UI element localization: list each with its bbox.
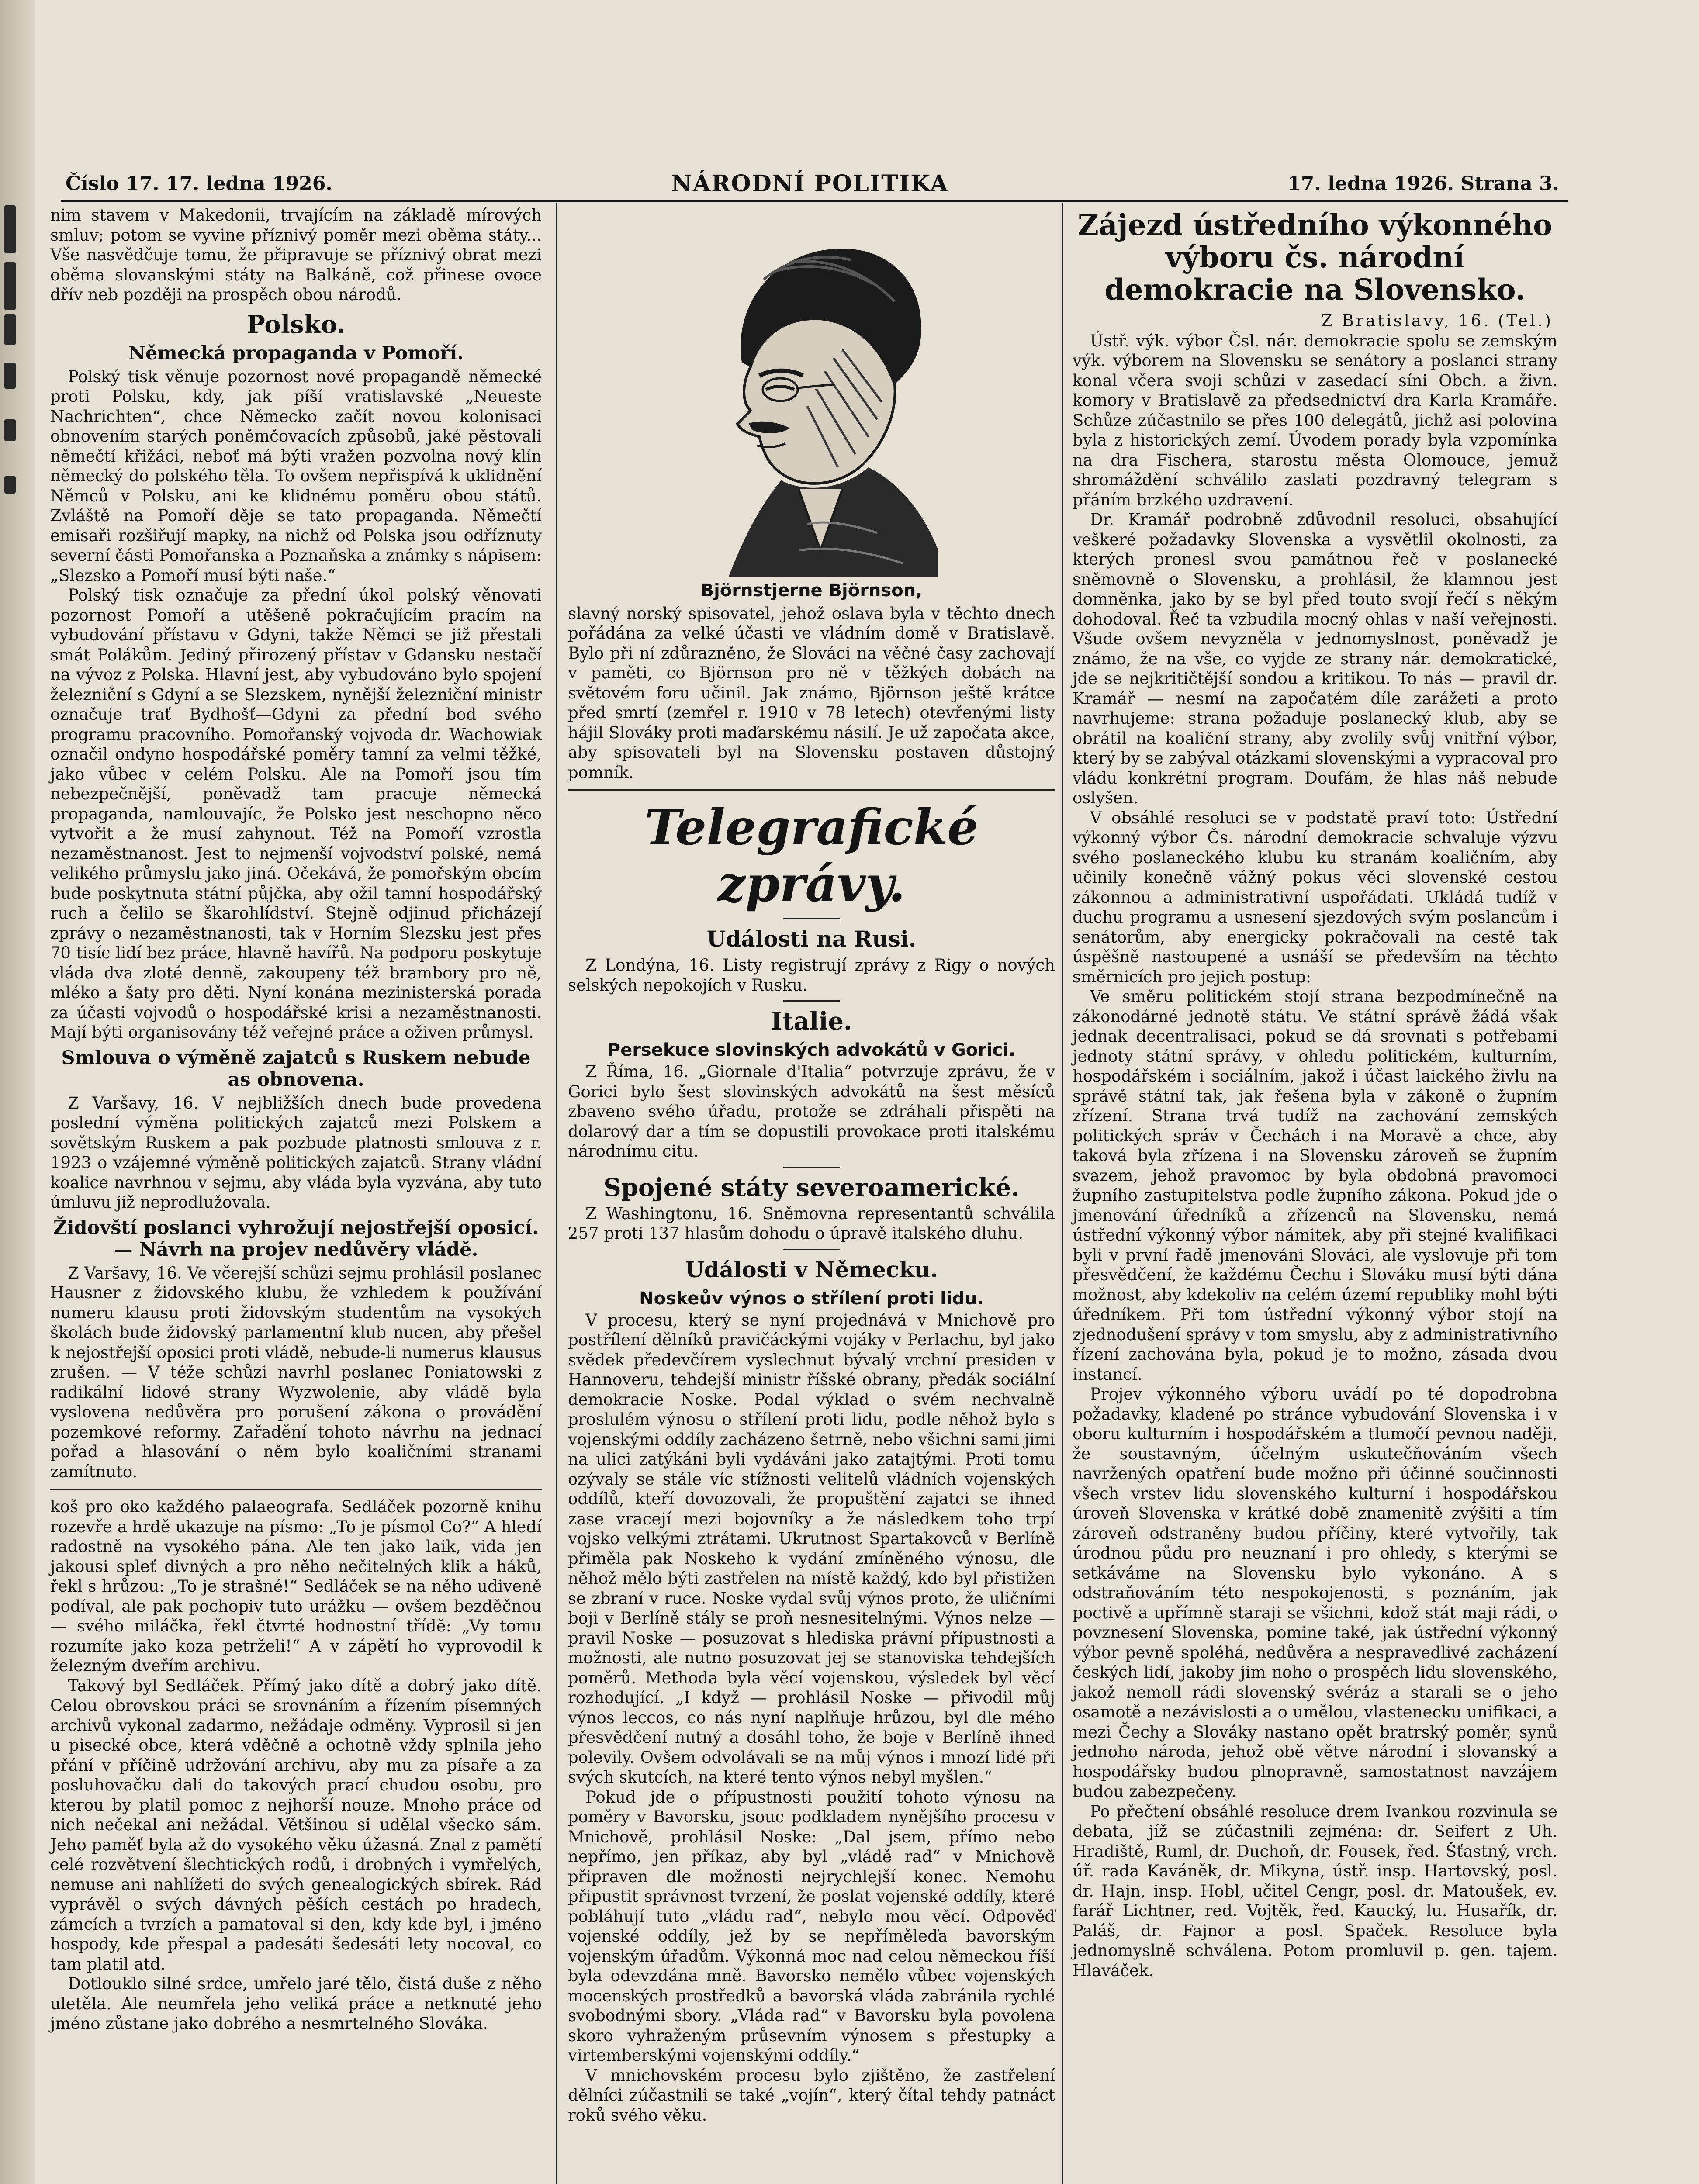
paragraph: V procesu, který se nyní projednává v Mnichově pro postřílení dělníků pravičáckými vojáky v Perlachu, byl jako svědek předevčírem vyslechnut bývalý vrchní presiden v Hannoveru, tehdejší ministr říšské obrany, předák sociální demokracie Noske. Podal výklad o svém nechvalně proslulém výnosu o střílení proti lidu, podle něhož bylo s vojenskými oddíly zacházeno šetrně, nebo všichni sami jimi na ulici zatýkáni byli vydáváni jako zatajtými. Proti tomu ozývaly se stále víc stížnosti velitelů vládních vojenských oddílů, kteří dovozovali, že propuštění zajatci se ihned zase vracejí mezi bojovníky a že následkem toho trpí vojsko velkými ztrátami. Ukrutnost Spartakovců v Berlíně přiměla pak Noskeho k vydání zmíněného výnosu, dle něhož mělo býti zastřelen na místě každý, kdo byl přistižen se zbraní v ruce. Noske vydal svůj výnos proto, že uličními boji v Berlíně stály se proň nesnesitelnými. Výnos nelze — pravil Noske — posuzovat s hlediska právní přípustnosti a možnosti, ale nutno posuzovat jej se stanoviska tehdejších poměrů. Methoda byla věcí vojenskou, výsledek byl věcí rozhodující. „I když — prohlásil Noske — přivodil můj výnos leccos, co nás nyní naplňuje hrůzou, byl dle mého přesvědčení nutný a dosáhl toho, že boje v Berlíně ihned polevily. Ovšem odvolávali se na můj výnos i mnozí lidé při svých skutcích, na které tento výnos nebyl myšlen.“: [568, 1310, 1055, 1787]
article-headline: Německá propaganda v Pomoří.: [128, 342, 464, 364]
scan-left-edge: [0, 0, 35, 2184]
article-continuation: nim stavem v Makedonii, trvajícím na základě mírových smluv; potom se vyvine příznivý poměr mezi oběma státy... Vše nasvědčuje tomu, že připravuje se příznivý obrat mezi oběma slovanskými státy na Balkáně, což přinese ovoce dřív neb později na prospěch obou národů.: [50, 206, 542, 304]
paragraph: Polský tisk označuje za přední úkol polský věnovati pozornost Pomoří a utěšeně pokračujícím pracím na vybudování přístavu v Gdyni, takže Němci se již přestali smát Polákům. Jediný přirozený přístav v Gdansku nestačí na vývoz z Polska. Hlavní jest, aby vybudováno bylo spojení železniční s Gdyní a se Slezskem, nynější železniční ministr označuje trať Bydhošť—Gdyni za přední bod svého programu pracovního. Pomořanský vojvoda dr. Wachowiak označil ondyno hospodářské poměry tamní za velmi těžké, jako vůbec v celém Polsku. Ale na Pomoří jsou tím nebezpečnější, poněvadž tam pracuje německá propaganda, namlouvajíc, že Polsko jest neschopno něco vytvořit a že musí zahynout. Též na Pomoří vzrostla nezaměstnanost. Jest to nejmenší vojvodství polské, nemá velikého průmyslu jako jiná. Očekává, že pomořským obcím bude poskytnuta státní půjčka, aby ožil tamní hospodářský ruch a čelilo se škarohlídství. Stejně odjinud přicházejí zprávy o nezaměstnanosti, tak v Horním Slezsku jest přes 70 tisíc lidí bez práce, hlavně havířů. Na podporu poskytuje vláda dva zloté denně, zakoupeny též brambory pro ně, mléko a šaty pro děti. Nyní konána mezinisterská porada za účasti vojvodů o hospodářské krisi a nezaměstnanosti. Mají býti organisovány též veřejné práce a oživen průmysl.: [50, 586, 542, 1042]
column-1: [50, 205, 542, 2034]
column-divider: [556, 203, 557, 2184]
paragraph: V mnichovském procesu bylo zjištěno, že zastřelení dělníci zúčastnili se také „vojín“, který čítal tehdy patnáct roků svého věku.: [568, 2066, 1055, 2125]
page-header: [66, 168, 1559, 199]
article-subheadline: Noskeův výnos o střílení proti lidu.: [639, 1288, 984, 1309]
paragraph: Pokud jde o přípustnosti použití tohoto výnosu na poměry v Bavorsku, jsouc podkladem nynějšího procesu v Mnichově, prohlásil Noske: „Dal jsem, přímo nebo nepřímo, jen příkaz, aby byl „vládě rad“ v Mnichově připraven dle možnosti nejrychlejší konec. Nemohu připustit správnost tvrzení, že poslat vojenské oddíly, které pobláhují tuto „vládu rad“, nebylo mou věcí. Odpověď vojenské oddíly, jež by se nepříměleďa bavorským vojenským úřadům. Výkonná moc nad celou německou říší byla odevzdána mně. Bavorsko nemělo vůbec vojenských mocenských prostředků a bavorská vláda zabránila rychlé svobodnými sbory. „Vláda rad“ v Bavorsku byla povolena skoro vyhraženým průsevním výnosem s přestupky a virtemberskými vojenskými oddíly.“: [568, 1787, 1055, 2065]
section-rule: [568, 789, 1055, 791]
paragraph: V obsáhlé resoluci se v podstatě praví toto: Ústřední výkonný výbor Čs. národní demokracie schvaluje výzvu svého poslaneckého klubu ku stranám koaličním, aby učinily konečně vážný pokus věci slovenské cestou zákonnou a administrativní uspořádati. Ukládá tudíž v duchu programu a usnesení sjezdových svým poslancům i senátorům, aby energicky pokračovali na cestě tak úspěšně nastoupené a usnáší se především na těchto směrnicích pro jejich postup:: [1073, 808, 1557, 986]
header-rule: [61, 200, 1568, 202]
paragraph: Z Washingtonu, 16. Sněmovna representantů schválila 257 proti 137 hlasům dohodu o úpravě italského dluhu.: [568, 1204, 1055, 1243]
paragraph: Po přečtení obsáhlé resoluce drem Ivankou rozvinula se debata, jíž se zúčastnili zejména: dr. Seifert z Uh. Hradiště, Ruml, dr. Duchoň, dr. Fousek, řed. Šťastný, vrch. úř. rada Kaváněk, dr. Mikyna, ústř. insp. Hartovský, posl. dr. Hajn, insp. Hobl, učitel Cengr, posl. dr. Matoušek, ev. farář Lichtner, red. Vojtěk, řed. Kaucký, lu. Husařík, dr. Paláš, dr. Fajnor a posl. Spaček. Resoluce byla jednomyslně schválena. Potom promluvil p. gen. tajem. Hlaváček.: [1073, 1802, 1557, 1980]
article-headline: Zájezd ústředního výkonného výboru čs. národní demokracie na Slovensko.: [1077, 208, 1553, 307]
paragraph: Dotlouklo silné srdce, umřelo jaré tělo, čistá duše z něho uletěla. Ale neumřela jeho veliká práce a netknuté jeho jméno zůstane jako dobrého a nesmrtelného Slováka.: [50, 1974, 542, 2033]
paragraph: Z Varšavy, 16. V nejbližších dnech bude provedena poslední výměna politických zajatců mezi Polskem a sovětským Ruskem a pak pozbude platnosti smlouva z r. 1923 o vzájemné výměně politických zajatců. Strany vládní koalice navrhnou v sejmu, aby vláda byla vyzvána, aby tuto úmluvu již neprodlužovala.: [50, 1093, 542, 1212]
paragraph: slavný norský spisovatel, jehož oslava byla v těchto dnech pořádána za velké účasti ve vládním domě v Bratislavě. Bylo při ní zdůrazněno, že Slováci na věčné časy zachovají v paměti, co Björnson pro ně v těžkých dobách na světovém foru učinil. Jak známo, Björnson ještě krátce před smrtí (zemřel r. 1910 v 78 letech) otevřenými listy hájil Slováky proti maďarskému násilí. Je už započata akce, aby spisovateli byl na Slovensku postaven důstojný pomník.: [568, 604, 1055, 782]
portrait-caption: Björnstjerne Björnson,: [700, 581, 923, 601]
short-rule: [783, 918, 840, 919]
article-headline: Židovští poslanci vyhrožují nejostřejší oposicí. — Návrh na projev nedůvěry vládě.: [53, 1216, 539, 1261]
edge-mark: [4, 363, 16, 389]
masthead: NÁRODNÍ POLITIKA: [671, 170, 949, 197]
edge-mark: [4, 205, 16, 253]
article-headline: Italie.: [771, 1007, 852, 1036]
short-rule: [783, 1167, 840, 1168]
date-page: 17. ledna 1926. Strana 3.: [1287, 172, 1559, 195]
article-headline: Události na Rusi.: [706, 926, 917, 952]
article-subheadline: Persekuce slovinských advokátů v Gorici.: [607, 1040, 1016, 1060]
dateline: Z Bratislavy, 16. (Tel.): [1321, 311, 1553, 330]
edge-mark: [4, 314, 16, 345]
paragraph: Takový byl Sedláček. Přímý jako dítě a dobrý jako dítě. Celou obrovskou práci se srovnáním a řízením písemných archivů vykonal zadarmo, nežádaje odměny. Vyprosil si jen u pisecké obce, která vděčně a ochotně vždy splnila jeho přání v příčině udržování archivu, aby mu za písaře a za posluhovačku dali do takových prací chudou osobu, pro kterou by platil pomoc z nejhorší nouze. Mnoho práce od nich nečekal ani nežádal. Většinou si udělal všecko sám. Jeho paměť byla až do vysokého věku úžasná. Znal z pamětí celé rozvětvení šlechtických rodů, i drobných i vymřelých, nemuse ani nahlížeti do svých genealogických sbírek. Rád vyprávěl o svých dávných pěších cestách po hradech, zámcích a tvrzích a pamatoval si den, kdy kde byl, i jméno hospody, kde přespal a padesáti šedesáti lety nocoval, co tam platil atd.: [50, 1676, 542, 1973]
edge-mark: [4, 476, 16, 494]
edge-mark: [4, 262, 16, 310]
paragraph: Z Říma, 16. „Giornale d'Italia“ potvrzuje zprávu, že v Gorici bylo šest slovinských advokátů na šest měsíců zbaveno svého úřadu, protože se zdráhali přispěti na dolarový dar a tím se dopustili provokace proti italskému národnímu citu.: [568, 1062, 1055, 1161]
feuilleton-rule: [50, 1489, 542, 1490]
edge-mark: [4, 419, 16, 441]
section-heading: Polsko.: [246, 310, 346, 339]
paragraph: koš pro oko každého palaeografa. Sedláček pozorně knihu rozevře a hrdě ukazuje na písmo: „To je písmol Co?“ A hledí radostně na vysokého pána. Ale ten jako laik, vida jen jakousi spleť divných a pro něho nečitelných klik a háků, řekl s hrůzou: „To je strašné!“ Sedláček se na něho udiveně podíval, ale pak pochopiv tuto urážku — ovšem bezděčnou — svého miláčka, řekl čtvrté hodnostní třídě: „Vy tomu rozumíte jako koza petrželi!“ A v zápětí ho vyprovodil k železným dveřím archivu.: [50, 1497, 542, 1675]
article-headline: Události v Německu.: [685, 1256, 938, 1282]
issue-number: Číslo 17. 17. ledna 1926.: [66, 172, 332, 195]
paragraph: Dr. Kramář podrobně zdůvodnil resoluci, obsahující veškeré požadavky Slovenska a vysvětlil okolnosti, za kterých pronesl svou památnou řeč v poslanecké sněmovně o Slovensku, a prohlásil, že klamnou jest domněnka, jako by se byl před touto svojí řečí s někým dohodoval. Řeč ta vzbudila mocný ohlas v naší veřejnosti. Všude ovšem nevyzněla v jednomyslnost, poněvadž je známo, že na vše, co vyjde ze strany nár. demokratické, jde se nejkritičtější sondou a kritikou. To nás — pravil dr. Kramář — nesmí na započatém díle zarážeti a proto navrhujeme: strana požaduje poslanecký klub, aby se obrátil na koaliční strany, aby zvolily svůj vnitřní výbor, který by se zabýval otázkami slovenskými a vypracoval pro vládu konkrétní program. Doufám, že hlas náš nebude oslyšen.: [1073, 510, 1557, 807]
column-2: [568, 205, 1055, 2125]
article-headline: Smlouva o výměně zajatců s Ruskem nebude as obnovena.: [61, 1047, 531, 1091]
bjornson-portrait: [676, 218, 947, 577]
short-rule: [783, 1249, 840, 1250]
column-3: [1073, 205, 1557, 1980]
section-banner: Telegrafické zprávy.: [644, 799, 979, 913]
article-headline: Spojené státy severoamerické.: [603, 1173, 1020, 1202]
paragraph: Ve směru politickém stojí strana bezpodmínečně na zákonodárné jednotě státu. Ve státní správě žádá však jednak decentralisaci, pokud se dá srovnati s potřebami jednoty státní správy, v ohledu politickém, kulturním, hospodářském i sociálním, jakož i účast laického živlu na správě státní tak, jak řešena byla v zákoně o župním zřízení. Strana trvá tudíž na zachování zemských politických správ v Čechách i na Moravě a chce, aby taková byla zřízena i na Slovensku zároveň se župním svazem, jehož pravomoc by byla obdobná pravomoci župního zastupitelstva podle župního zákona. Pokud jde o jmenování úředníků a zřízenců na Slovensku, nemá ústřední výkonný výbor námitek, aby při stejné kvalifikaci byli v první řadě jmenováni Slováci, ale vyslovuje při tom přesvědčení, že každému Čechu i Slováku musí býti dána možnost, aby kdekoliv na celém území republiky mohl býti úředníkem. Při tom ústřední výkonný výbor stojí na zjednodušení správy v tom smyslu, aby z administrativního řízení zachována byla, pokud je to možno, zásada dvou instancí.: [1073, 987, 1557, 1384]
paragraph: Polský tisk věnuje pozornost nové propagandě německé proti Polsku, kdy, jak píší vratislavské „Neueste Nachrichten“, chce Německo začít novou kolonisaci obnovením starých poněmčovacích způsobů, jaké pěstovali němečtí křižáci, neboť má býti vražen pozvolna nový klín německý do polského těla. To ovšem nepřispívá k uklidnění Němců v Polsku, ani ke klidnému poměru obou států. Zvláště na Pomoří děje se tato propaganda. Němečtí emisaři rozšiřují mapky, na nichž od Polska jsou odříznuty severní části Pomořanska a Poznaňska a známky s nápisem: „Slezsko a Pomoří musí býti naše.“: [50, 367, 542, 585]
short-rule: [783, 1000, 840, 1002]
paragraph: Ústř. výk. výbor Čsl. nár. demokracie spolu se zemským výk. výborem na Slovensku se senátory a poslanci strany konal včera svoji schůzi v zasedací síni Obch. a živn. komory v Bratislavě za předsednictví dra Karla Kramáře. Schůze zúčastnilo se přes 100 delegátů, jichž asi polovina byla z historických zemí. Úvodem porady byla vzpomínka na dra Fischera, starostu města Olomouce, jemuž shromáždění schválilo zaslati pozdravný telegram s přáním brzkého uzdravení.: [1073, 331, 1557, 509]
column-divider: [1062, 203, 1063, 2184]
paragraph: Z Varšavy, 16. Ve včerejší schůzi sejmu prohlásil poslanec Hausner z židovského klubu, že vzhledem k používání numeru klausu proti židovským studentům na vysokých školách bude židovský parlamentní klub nucen, aby přešel k nejostřejší oposici proti vládě, nebude-li numerus klausus zrušen. — V téže schůzi navrhl poslanec Poniatowski z radikální lidové strany Wyzwolenie, aby vládě byla vyslovena nedůvěra pro porušení zákona o provádění pozemkové reformy. Zařadění tohoto návrhu na jednací pořad a hlasování o něm bylo koaličními stranami zamítnuto.: [50, 1263, 542, 1481]
paragraph: Z Londýna, 16. Listy registrují zprávy z Rigy o nových selských nepokojích v Rusku.: [568, 956, 1055, 995]
paragraph: Projev výkonného výboru uvádí po té dopodrobna požadavky, kladené po stránce vybudování Slovenska i v oboru kulturním i hospodářském a tlumočí pevnou naději, že soustavným, účelným uskutečňováním všech navržených opatření bude možno při účinné součinnosti všech vrstev lidu slovenského kulturní i hospodářskou úroveň Slovenska v krátké době znamenitě zvýšiti a tím zároveň odstraněny budou příčiny, které vytvořily, tak úrodnou půdu pro neuznaní i pro ohledy, s kterými se setkáváme na Slovensku bylo vykonáno. A s odstraňováním této nespokojenosti, s poznáním, jak poctivě a upřímně staraji se všichni, kdož stát maji rádi, o povznesení Slovenska, pomine také, jak ústřední výkonný výbor pevně spoléhá, nedůvěra a nespravedlivé zacházení českých lidí, jakoby jim noho o prospěch lidu slovenského, jakož nemoll rádi slovenský svéráz a starali se o jeho osamotě a nezávislosti a o umělou, vlastenecku unifikaci, a mezi Čechy a Slováky nastano opět bratrský poměr, synů jednoho národa, jehož obě větve národní i slovanský a hospodářsky budou plnopravně, samostatnost navzájem budou zabezpečeny.: [1073, 1385, 1557, 1801]
